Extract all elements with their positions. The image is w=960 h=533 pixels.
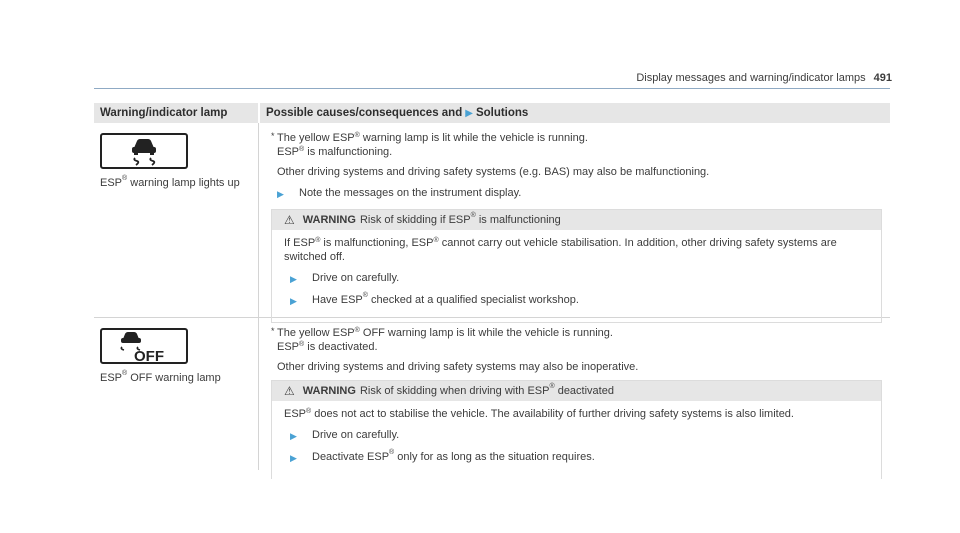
table-row bbox=[94, 318, 890, 470]
page-number: 491 bbox=[873, 72, 892, 84]
warning-label: WARNING bbox=[302, 214, 356, 226]
causes-cell bbox=[258, 318, 890, 470]
list-item: ▶ Deactivate ESP® only for as long as the situation requires. bbox=[290, 449, 595, 463]
warning-lamp-table bbox=[94, 103, 890, 470]
warning-triangle-icon: ⚠ bbox=[284, 213, 295, 227]
warning-label: WARNING bbox=[302, 385, 356, 397]
cause-text: * The yellow ESP® OFF warning lamp is lit while the vehicle is running. ESP® is deactivated. bbox=[271, 326, 613, 353]
warning-title: Risk of skidding when driving with ESP® deactivated bbox=[359, 383, 614, 397]
col-header-causes bbox=[258, 103, 890, 123]
warning-body bbox=[272, 230, 881, 322]
bullet-triangle-icon: ▶ bbox=[290, 431, 297, 441]
table-header bbox=[94, 103, 890, 123]
consequence-text: Other driving systems and driving safety systems (e.g. BAS) may also be malfunctioning. bbox=[277, 166, 710, 178]
list-item: ▶ Drive on carefully. bbox=[290, 272, 400, 284]
lamp-caption: ESP® OFF warning lamp bbox=[100, 370, 221, 384]
solutions-arrow-icon: ▶ bbox=[465, 107, 473, 119]
causes-cell bbox=[258, 123, 890, 317]
warning-triangle-icon: ⚠ bbox=[284, 384, 295, 398]
bullet-triangle-icon: ▶ bbox=[290, 296, 297, 306]
warning-box bbox=[271, 209, 882, 323]
col-header-lamp: Warning/indicator lamp bbox=[100, 107, 228, 119]
warning-text: If ESP® is malfunctioning, ESP® cannot carry out vehicle stabilisation. In addition, other driving safety systems are switched off. bbox=[284, 237, 837, 263]
warning-box bbox=[271, 380, 882, 479]
warning-header bbox=[272, 381, 881, 401]
svg-text:OFF: OFF bbox=[134, 348, 164, 362]
warning-text: ESP® does not act to stabilise the vehicle. The availability of further driving safety systems is also limited. bbox=[284, 408, 794, 420]
bullet-triangle-icon: ▶ bbox=[290, 453, 297, 463]
table-row bbox=[94, 123, 890, 318]
warning-title: Risk of skidding if ESP® is malfunctioning bbox=[359, 212, 561, 226]
col-header-causes-text: Possible causes/consequences and bbox=[266, 107, 463, 119]
lamp-caption: ESP® warning lamp lights up bbox=[100, 175, 240, 189]
cause-text: * The yellow ESP® warning lamp is lit while the vehicle is running. ESP® is malfunctioning. bbox=[271, 131, 588, 158]
bullet-triangle-icon: ▶ bbox=[290, 274, 297, 284]
list-item: ▶ Drive on carefully. bbox=[290, 429, 400, 441]
bullet-triangle-icon: ▶ bbox=[277, 189, 284, 199]
lamp-cell bbox=[94, 318, 258, 470]
header-rule bbox=[94, 88, 890, 89]
col-header-solutions-text: Solutions bbox=[475, 107, 529, 119]
running-header bbox=[636, 72, 892, 84]
warning-header bbox=[272, 210, 881, 230]
esp-off-car-skid-icon bbox=[100, 328, 188, 364]
list-item: ▶ Note the messages on the instrument display. bbox=[277, 187, 522, 199]
lamp-cell bbox=[94, 123, 258, 317]
esp-car-skid-icon bbox=[100, 133, 188, 169]
list-item: ▶ Have ESP® checked at a qualified specialist workshop. bbox=[290, 292, 579, 306]
consequence-text: Other driving systems and driving safety systems may also be inoperative. bbox=[277, 361, 639, 373]
running-header-title: Display messages and warning/indicator lamps bbox=[636, 72, 866, 84]
warning-body bbox=[272, 401, 881, 479]
